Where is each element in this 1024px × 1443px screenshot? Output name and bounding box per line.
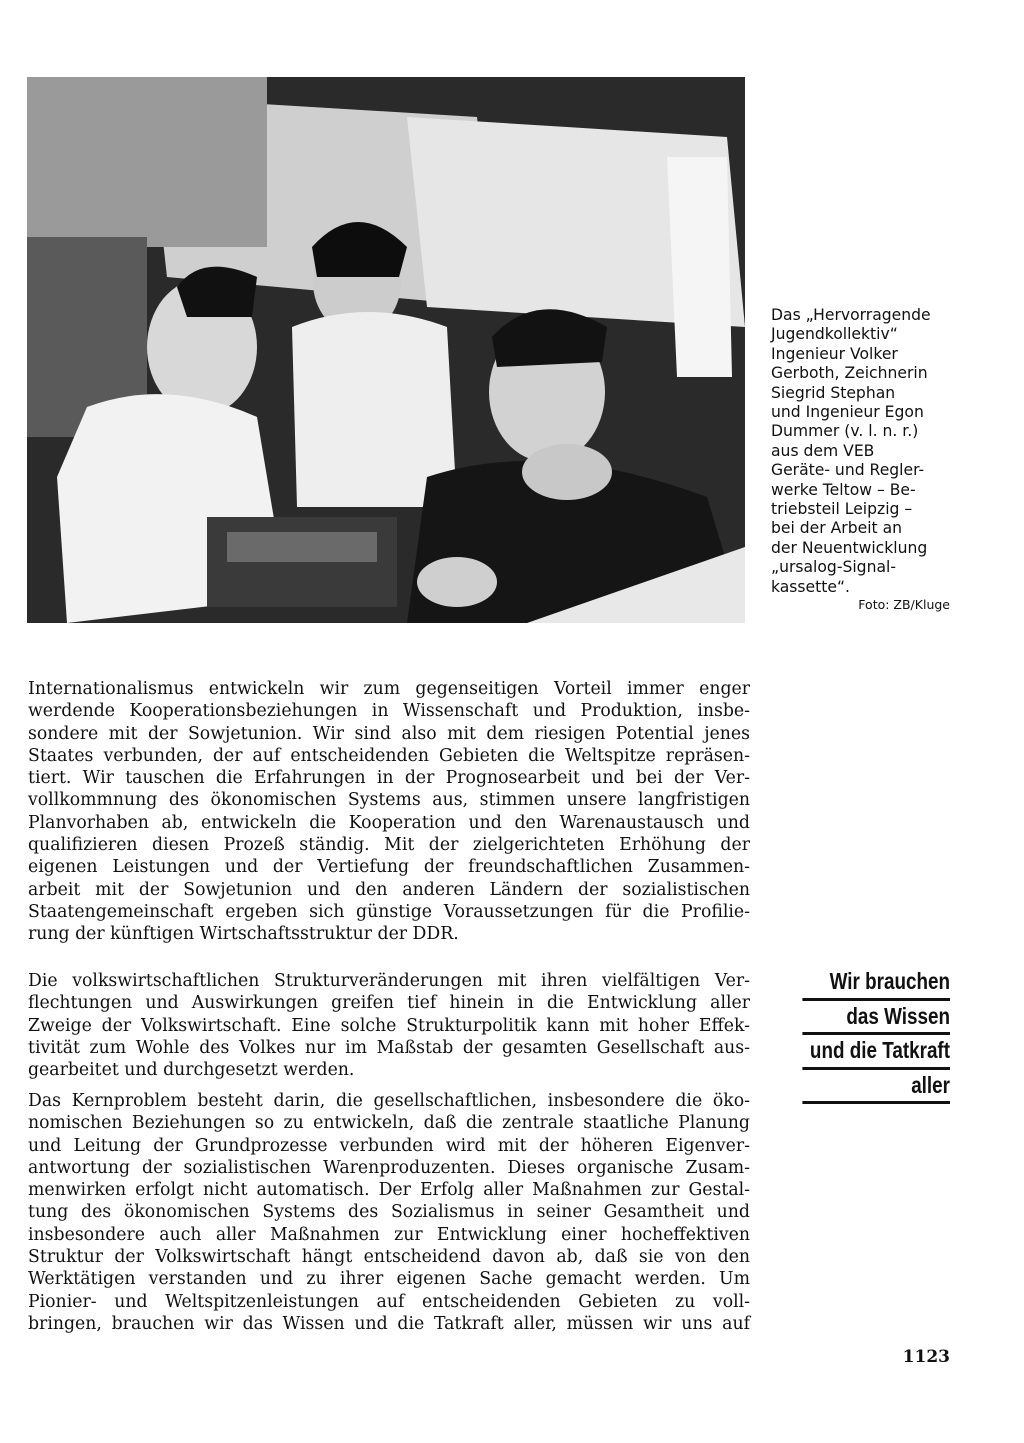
photo-caption <box>771 306 961 597</box>
photo <box>27 77 745 623</box>
text-line: Staates verbunden, der auf entscheidenden Gebieten die Weltspitze repräsen- <box>28 745 750 766</box>
text-line: tivität zum Wohle des Volkes nur im Maßstab der gesamten Gesellschaft aus- <box>28 1037 750 1058</box>
body-paragraph-3 <box>28 1090 750 1335</box>
text-line: menwirken erfolgt nicht automatisch. Der Erfolg aller Maßnahmen zur Gestal- <box>28 1180 750 1201</box>
text-line: bringen, brauchen wir das Wissen und die Tatkraft aller, müssen wir uns auf <box>28 1313 750 1334</box>
text-line: Planvorhaben ab, entwickeln die Kooperation und den Warenaustausch und <box>28 812 750 833</box>
caption-line: Dummer (v. l. n. r.) <box>771 422 919 441</box>
photo-icon <box>27 77 745 623</box>
body-paragraph-1 <box>28 678 750 946</box>
text-line: Zweige der Volkswirtschaft. Eine solche Strukturpolitik kann mit hoher Effek- <box>28 1015 750 1036</box>
caption-line: Jugendkollektiv“ <box>771 325 898 344</box>
text-line: arbeit mit der Sowjetunion und den anderen Ländern der sozialistischen <box>28 879 750 900</box>
text-line: Werktätigen verstanden und zu ihrer eigenen Sache gemacht werden. Um <box>28 1269 750 1290</box>
caption-line: triebsteil Leipzig – <box>771 500 913 519</box>
text-line: eigenen Leistungen und der Vertiefung der freundschaftlichen Zusammen- <box>28 857 750 878</box>
text-line: werdende Kooperationsbeziehungen in Wissenschaft und Produktion, insbe- <box>28 701 750 722</box>
text-line: Das Kernproblem besteht darin, die gesellschaftlichen, insbesondere die öko- <box>28 1091 750 1111</box>
text-line: gearbeitet und durchgesetzt werden. <box>28 1060 355 1081</box>
text-line: Internationalismus entwickeln wir zum gegenseitigen Vorteil immer enger <box>28 679 750 699</box>
text-line: tung des ökonomischen Systems des Sozialismus in seiner Gesamtheit und <box>28 1202 750 1223</box>
caption-line: kassette“. <box>771 577 851 596</box>
caption-line: der Neuentwicklung <box>771 538 928 557</box>
caption-line: bei der Arbeit an <box>771 519 903 538</box>
text-line: Struktur der Volkswirtschaft hängt entscheidend davon ab, daß sie von den <box>28 1247 750 1268</box>
margin-heading-line: aller <box>802 1070 950 1105</box>
text-line: rung der künftigen Wirtschaftsstruktur der DDR. <box>28 924 459 945</box>
caption-line: Das „Hervorragende <box>771 306 931 324</box>
text-line: flechtungen und Auswirkungen greifen tief hinein in die Entwicklung aller <box>28 993 750 1014</box>
text-line: und Leitung der Grundprozesse verbunden wird mit der höheren Eigenver- <box>28 1135 750 1156</box>
caption-line: aus dem VEB <box>771 441 875 460</box>
text-line: antwortung der sozialistischen Warenproduzenten. Dieses organische Zusam- <box>28 1157 750 1178</box>
caption-line: Ingenieur Volker <box>771 344 898 363</box>
text-line: tiert. Wir tauschen die Erfahrungen in der Prognosearbeit und bei der Ver- <box>28 768 750 789</box>
caption-line: Siegrid Stephan <box>771 383 896 402</box>
caption-line: Geräte- und Regler- <box>771 461 925 480</box>
text-line: Staatengemeinschaft ergeben sich günstige Voraussetzungen für die Profilie- <box>28 901 750 922</box>
text-line: Die volkswirtschaftlichen Strukturveränderungen mit ihren vielfältigen Ver- <box>28 971 750 991</box>
text-line: insbesondere auch aller Maßnahmen zur Entwicklung einer hocheffektiven <box>28 1224 750 1245</box>
page-number: 1123 <box>902 1347 950 1367</box>
margin-heading <box>802 966 950 1104</box>
text-line: nomischen Beziehungen so zu entwickeln, daß die zentrale staatliche Planung <box>28 1113 750 1134</box>
margin-heading-line: das Wissen <box>802 1001 950 1036</box>
caption-line: und Ingenieur Egon <box>771 403 924 422</box>
caption-line: Gerboth, Zeichnerin <box>771 364 928 383</box>
text-line: Pionier- und Weltspitzenleistungen auf entscheidenden Gebieten zu voll- <box>28 1291 750 1312</box>
text-line: qualifizieren diesen Prozeß ständig. Mit der zielgerichteten Erhöhung der <box>28 835 750 856</box>
text-line: sondere mit der Sowjetunion. Wir sind also mit dem riesigen Potential jenes <box>28 723 750 744</box>
caption-line: werke Teltow – Be- <box>771 480 916 499</box>
body-paragraph-2 <box>28 970 750 1081</box>
photo-credit: Foto: ZB/Kluge <box>858 597 950 612</box>
text-line: vollkommnung des ökonomischen Systems aus, stimmen unsere langfristigen <box>28 790 750 811</box>
margin-heading-line: und die Tatkraft <box>802 1035 950 1070</box>
margin-heading-line: Wir brauchen <box>802 966 950 1001</box>
caption-line: „ursalog-Signal- <box>771 558 896 577</box>
